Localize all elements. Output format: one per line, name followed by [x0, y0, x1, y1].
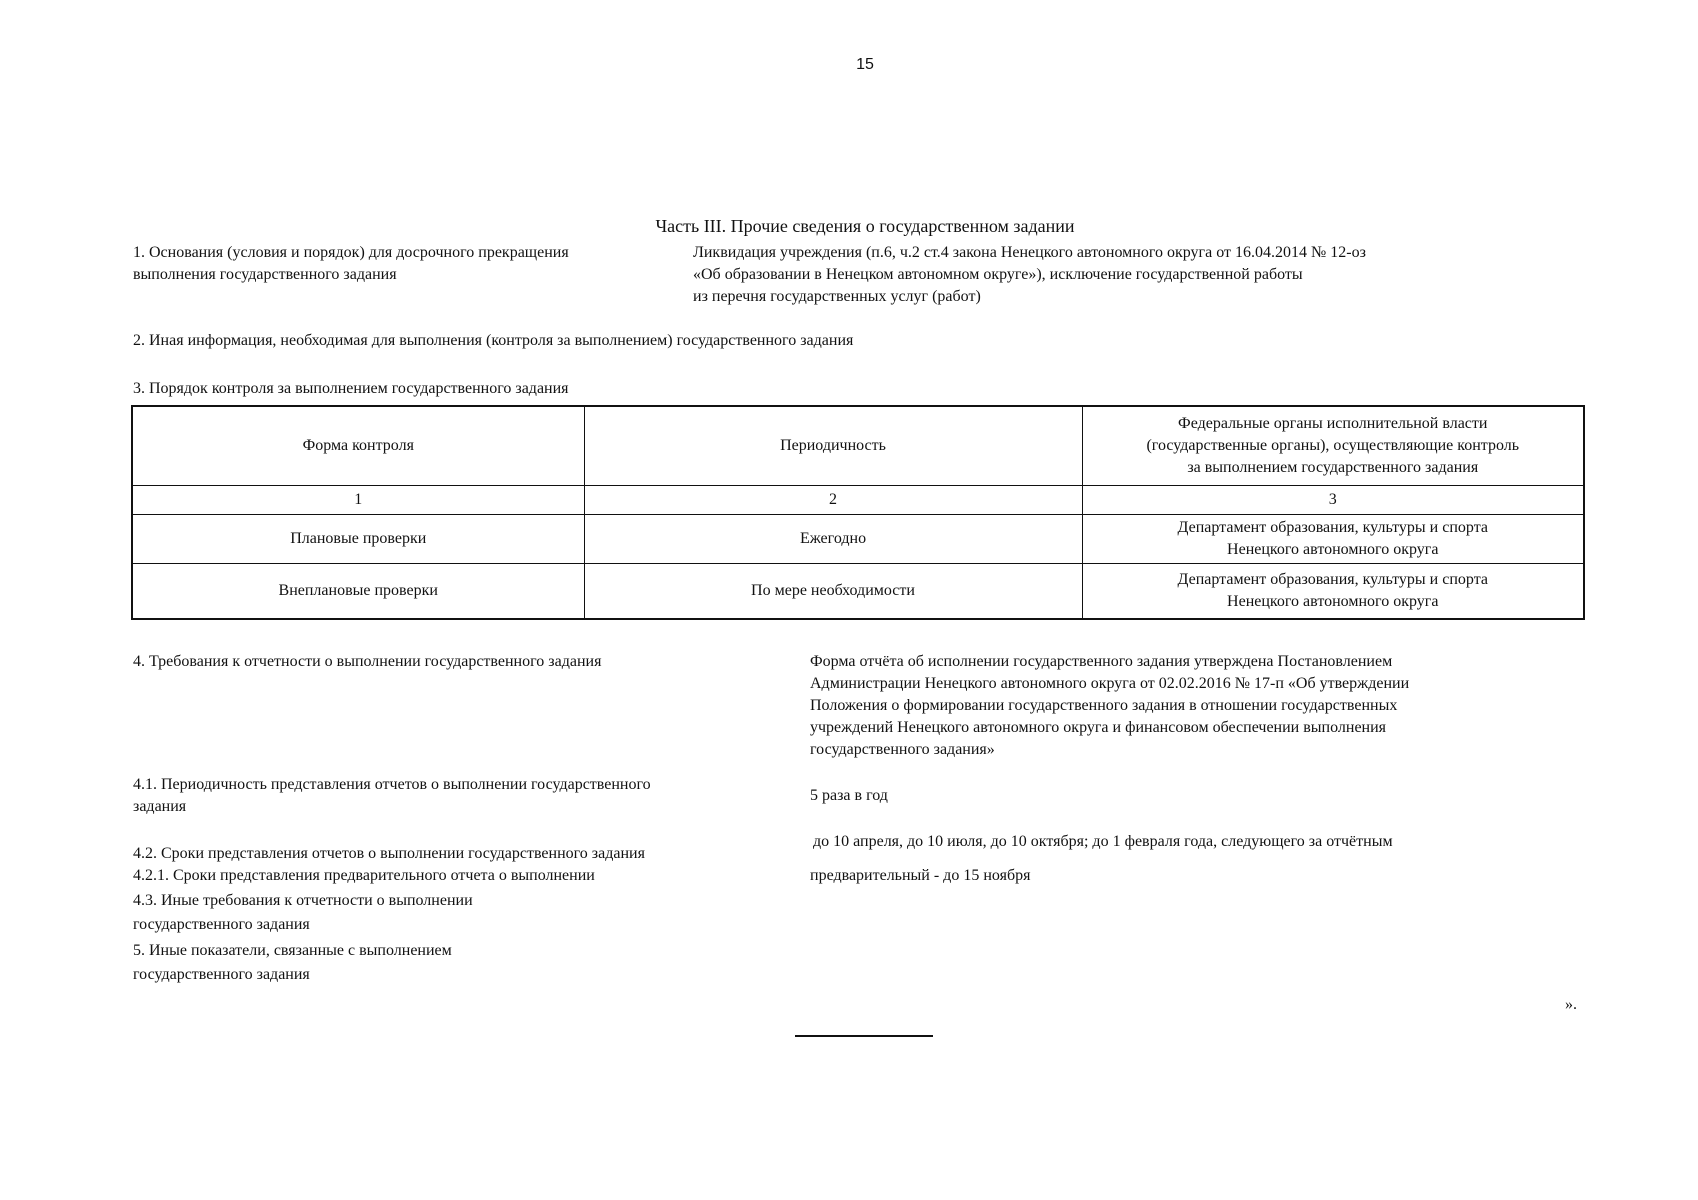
section4-value — [810, 651, 1409, 761]
section4-value-line: Положения о формировании государственного задания в отношении государственных — [810, 697, 1398, 714]
section4-value-line: государственного задания» — [810, 741, 995, 758]
column-number-cell: 1 — [132, 486, 584, 515]
section4-3-label — [133, 889, 473, 937]
section3-label: 3. Порядок контроля за выполнением государственного задания — [133, 380, 569, 397]
section4-3-label-line: государственного задания — [133, 916, 310, 933]
column-number-cell: 3 — [1082, 486, 1584, 515]
section5-label-line: государственного задания — [133, 966, 310, 983]
column-number-cell: 2 — [584, 486, 1082, 515]
row-authority-line: Ненецкого автономного округа — [1227, 541, 1439, 558]
section1-value-line: «Об образовании в Ненецком автономном округе»), исключение государственной работы — [693, 266, 1303, 283]
section1-label — [133, 242, 569, 286]
section4-2-1-value: предварительный - до 15 ноября — [810, 867, 1031, 884]
table-column-number-row — [132, 486, 1584, 515]
header-cell-period: Периодичность — [584, 406, 1082, 486]
section4-1-label-line: задания — [133, 798, 187, 815]
section4-1-label-line: 4.1. Периодичность представления отчетов о выполнении государственного — [133, 776, 651, 793]
header-authority-line: Федеральные органы исполнительной власти — [1178, 415, 1488, 432]
section4-value-line: Форма отчёта об исполнении государственного задания утверждена Постановлением — [810, 653, 1393, 670]
section4-2-1-label: 4.2.1. Сроки представления предварительного отчета о выполнении — [133, 867, 595, 884]
section1-value-line: Ликвидация учреждения (п.6, ч.2 ст.4 закона Ненецкого автономного округа от 16.04.2014 № 12-оз — [693, 244, 1366, 261]
section5-label — [133, 939, 452, 987]
section1-label-line: выполнения государственного задания — [133, 266, 397, 283]
table-row — [132, 564, 1584, 620]
closing-quote-mark: ». — [1565, 996, 1577, 1013]
row-authority-line: Департамент образования, культуры и спорта — [1177, 519, 1488, 536]
header-cell-form: Форма контроля — [132, 406, 584, 486]
row-form-cell: Плановые проверки — [132, 515, 584, 564]
table-header-row — [132, 406, 1584, 486]
row-authority-cell — [1082, 515, 1584, 564]
section1-value-line: из перечня государственных услуг (работ) — [693, 288, 981, 305]
section4-value-line: учреждений Ненецкого автономного округа и финансовом обеспечении выполнения — [810, 719, 1387, 736]
page-number: 15 — [856, 56, 874, 73]
header-authority-line: за выполнением государственного задания — [1187, 459, 1479, 476]
part-title: Часть III. Прочие сведения о государственном задании — [655, 216, 1075, 236]
section5-label-line: 5. Иные показатели, связанные с выполнением — [133, 942, 452, 959]
section2-label: 2. Иная информация, необходимая для выполнения (контроля за выполнением) государственного задания — [133, 332, 854, 349]
footer-divider — [795, 1035, 933, 1037]
row-period-cell: Ежегодно — [584, 515, 1082, 564]
control-table — [131, 405, 1585, 620]
section4-2-label: 4.2. Сроки представления отчетов о выполнении государственного задания — [133, 845, 645, 862]
header-cell-authority — [1082, 406, 1584, 486]
row-authority-cell — [1082, 564, 1584, 620]
row-form-cell: Внеплановые проверки — [132, 564, 584, 620]
header-authority-line: (государственные органы), осуществляющие контроль — [1146, 437, 1520, 454]
section4-1-label — [133, 774, 651, 818]
section1-value — [693, 242, 1366, 308]
row-authority-line: Департамент образования, культуры и спорта — [1177, 571, 1488, 588]
section1-label-line: 1. Основания (условия и порядок) для досрочного прекращения — [133, 244, 569, 261]
section4-1-value: 5 раза в год — [810, 787, 888, 804]
section4-label: 4. Требования к отчетности о выполнении государственного задания — [133, 653, 602, 670]
row-authority-line: Ненецкого автономного округа — [1227, 593, 1439, 610]
table-row — [132, 515, 1584, 564]
section4-2-value: до 10 апреля, до 10 июля, до 10 октября; до 1 февраля года, следующего за отчётным — [813, 833, 1393, 850]
section4-value-line: Администрации Ненецкого автономного округа от 02.02.2016 № 17-п «Об утверждении — [810, 675, 1410, 692]
row-period-cell: По мере необходимости — [584, 564, 1082, 620]
section4-3-label-line: 4.3. Иные требования к отчетности о выполнении — [133, 892, 473, 909]
